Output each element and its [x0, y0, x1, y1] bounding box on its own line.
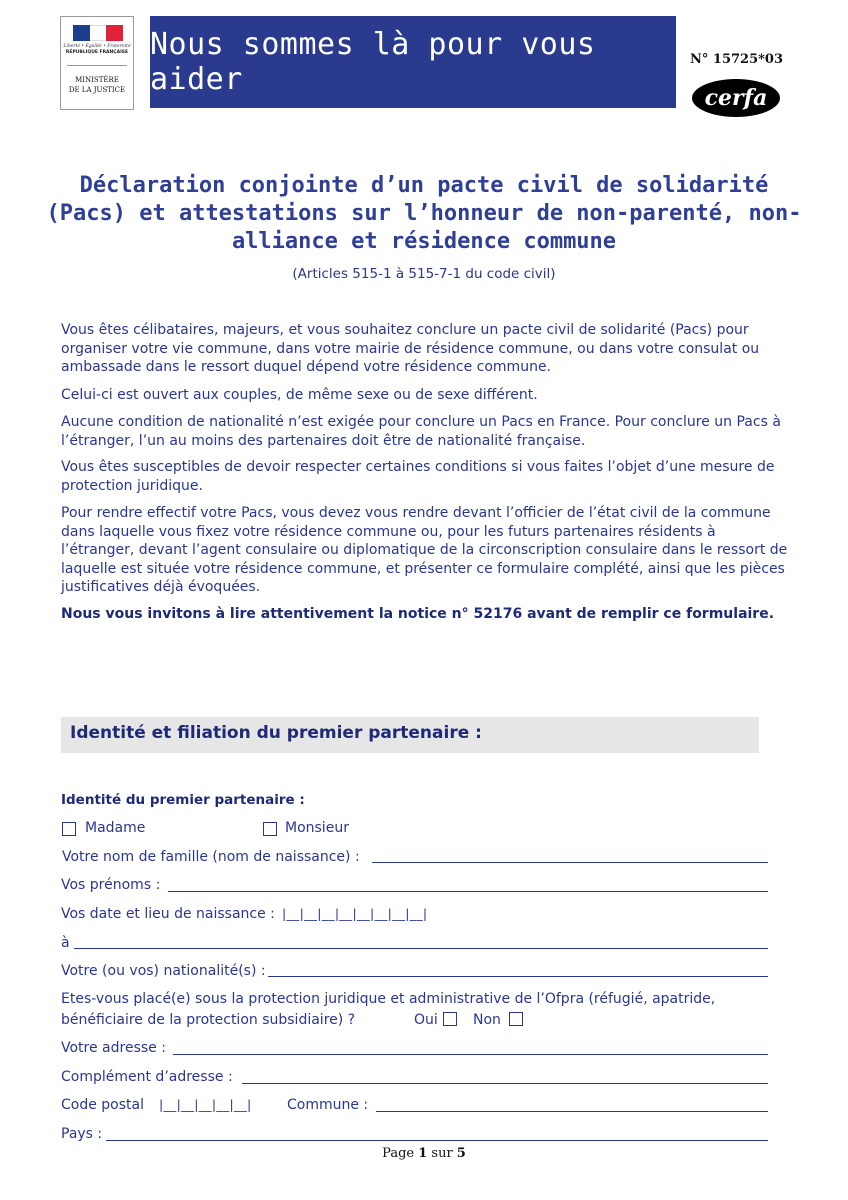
- madame-checkbox[interactable]: [62, 822, 76, 836]
- address-label: Votre adresse :: [61, 1040, 166, 1056]
- monsieur-label: Monsieur: [285, 820, 349, 836]
- header-banner: [150, 16, 676, 108]
- first-names-label: Vos prénoms :: [61, 877, 161, 893]
- intro-paragraph: Vous êtes célibataires, majeurs, et vous souhaitez conclure un pacte civil de solidarité (Pacs) pour organiser votre vie commune, dans votre mairie de résidence commune, ou dans votre consulat ou ambassade dans le ressort duquel dépend votre résidence commune.: [61, 322, 760, 375]
- notice-instruction: Nous vous invitons à lire attentivement la notice n° 52176 avant de remplir ce formulaire.: [61, 606, 775, 622]
- commune-label: Commune :: [287, 1097, 369, 1113]
- document-subtitle: (Articles 515-1 à 515-7-1 du code civil): [292, 266, 556, 282]
- nationality-field[interactable]: [268, 976, 768, 977]
- first-names-field[interactable]: [168, 891, 768, 892]
- monsieur-checkbox[interactable]: [263, 822, 277, 836]
- logo-divider: [67, 65, 127, 66]
- intro-paragraph: Aucune condition de nationalité n’est exigée pour conclure un Pacs en France. Pour conclure un Pacs à l’étranger, l’un au moins des partenaires doit être de nationalité française.: [61, 414, 781, 449]
- page-number: [0, 1146, 848, 1161]
- logo-republic: RÉPUBLIQUE FRANÇAISE: [65, 50, 129, 55]
- ofpra-question-line1: Etes-vous placé(e) sous la protection juridique et administrative de l’Ofpra (réfugié, apatride,: [61, 991, 716, 1007]
- postal-code-label: Code postal: [61, 1097, 144, 1113]
- page-current: 1: [418, 1146, 428, 1161]
- page-total: 5: [456, 1146, 466, 1161]
- address-field[interactable]: [173, 1054, 768, 1055]
- document-title: Déclaration conjointe d’un pacte civil de solidarité (Pacs) et attestations sur l’honneur de non-parenté, non-alliance et résidence commune: [46, 173, 802, 254]
- madame-label: Madame: [85, 820, 146, 836]
- cerfa-logo: [692, 79, 780, 117]
- birth-place-field[interactable]: [74, 948, 768, 949]
- intro-paragraph: Pour rendre effectif votre Pacs, vous devez vous rendre devant l’officier de l’état civil de la commune dans laquelle vous fixez votre résidence commune ou, pour les futurs partenaires résidents à l’étranger, devant l’agent consulaire ou diplomatique de la circonscription consulaire dans le ressort de laquelle est située votre résidence commune, et présenter ce formulaire complété, ainsi que les pièces justificatives déjà évoquées.: [61, 505, 788, 595]
- ofpra-non-label: Non: [473, 1012, 501, 1028]
- intro-paragraph: Celui-ci est ouvert aux couples, de même sexe ou de sexe différent.: [61, 387, 538, 403]
- birth-date-field[interactable]: |__|__|__|__|__|__|__|__|: [282, 906, 428, 921]
- family-name-field[interactable]: [372, 862, 768, 863]
- logo-motto: Liberté • Égalité • Fraternité: [63, 44, 131, 49]
- address-complement-label: Complément d’adresse :: [61, 1069, 233, 1085]
- french-flag-icon: [73, 25, 123, 41]
- birth-place-label: à: [61, 935, 70, 951]
- ofpra-oui-checkbox[interactable]: [443, 1012, 457, 1026]
- commune-field[interactable]: [376, 1111, 768, 1112]
- logo-ministry: MINISTÈRE DE LA JUSTICE: [68, 76, 126, 94]
- cerfa-logo-text: cerfa: [704, 85, 768, 111]
- nationality-label: Votre (ou vos) nationalité(s) :: [61, 963, 266, 979]
- ofpra-oui-label: Oui: [414, 1012, 438, 1028]
- intro-paragraph: Vous êtes susceptibles de devoir respecter certaines conditions si vous faites l’objet d’une mesure de protection juridique.: [61, 459, 775, 494]
- birth-date-place-label: Vos date et lieu de naissance :: [61, 906, 275, 922]
- address-complement-field[interactable]: [242, 1083, 768, 1084]
- country-field[interactable]: [106, 1140, 768, 1141]
- banner-text: Nous sommes là pour vous aider: [150, 27, 596, 97]
- subsection-heading: Identité du premier partenaire :: [61, 792, 305, 808]
- page-prefix: Page: [382, 1146, 419, 1161]
- section-header: [61, 717, 759, 753]
- country-label: Pays :: [61, 1126, 103, 1142]
- postal-code-field[interactable]: |__|__|__|__|__|: [159, 1097, 252, 1112]
- ministry-logo: [60, 16, 134, 110]
- family-name-label: Votre nom de famille (nom de naissance) :: [62, 849, 360, 865]
- section-title: Identité et filiation du premier partenaire :: [70, 723, 482, 743]
- page-mid: sur: [427, 1146, 457, 1161]
- ofpra-non-checkbox[interactable]: [509, 1012, 523, 1026]
- ofpra-question-line2: bénéficiaire de la protection subsidiaire) ?: [61, 1012, 356, 1028]
- form-number: N° 15725*03: [690, 52, 784, 67]
